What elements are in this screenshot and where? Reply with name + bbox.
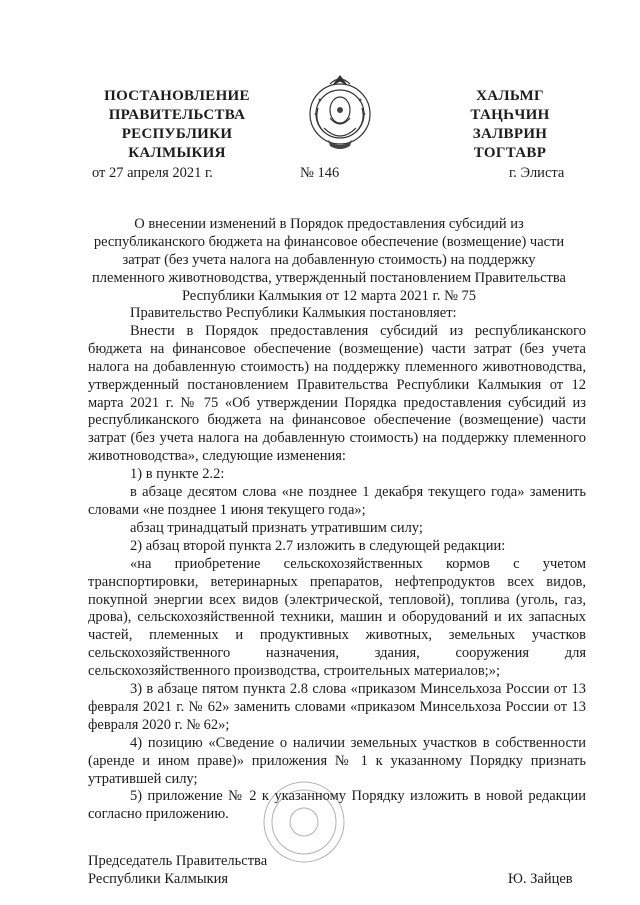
title-line: затрат (без учета налога на добавленную стоимость) на поддержку <box>122 252 536 268</box>
header-left-line: ПОСТАНОВЛЕНИЕ <box>104 88 250 104</box>
body-paragraph: 5) приложение № 2 к указанному Порядку изложить в новой редакции согласно приложению. <box>88 788 586 823</box>
header-left-title <box>92 87 262 163</box>
document-place: г. Элиста <box>509 165 565 181</box>
document-number: № 146 <box>300 165 340 181</box>
body-paragraph: 4) позицию «Сведение о наличии земельных участков в собственности (аренде и ином праве)» приложения № 1 к указанному Порядку признать утратившей силу; <box>88 734 586 787</box>
signature-name: Ю. Зайцев <box>508 871 573 887</box>
body-paragraph: 1) в пункте 2.2: <box>130 466 225 483</box>
title-line: Республики Калмыкия от 12 марта 2021 г. № 75 <box>181 288 477 304</box>
document-date: от 27 апреля 2021 г. <box>92 165 213 181</box>
header-left-line: ПРАВИТЕЛЬСТВА <box>108 107 246 123</box>
title-line: О внесении изменений в Порядок предоставления субсидий из <box>134 216 524 232</box>
document-body <box>88 305 586 824</box>
body-paragraph: в абзаце десятом слова «не позднее 1 декабря текущего года» заменить словами «не позднее 1 июня текущего года»; <box>88 484 586 518</box>
body-paragraph: абзац тринадцатый признать утратившим силу; <box>130 519 423 536</box>
signature-position-line: Республики Калмыкия <box>88 871 229 887</box>
header-right-line: ТАҢҺЧИН <box>470 107 550 123</box>
signature-position <box>88 852 267 888</box>
body-paragraph: Внести в Порядок предоставления субсидий из республиканского бюджета на финансовое обеспечение (возмещение) части затрат (без учета налога на добавленную стоимость) на поддержку племенного животноводства, утвержденный постановлением Правительства Республики Калмыкия от 12 марта 2021 г. № 75 «Об утверждении Порядка предоставления субсидий из республиканского бюджета на финансовое обеспечение (возмещение) части затрат (без учета налога на добавленную стоимость) на поддержку племенного животноводства», следующие изменения: <box>88 322 586 465</box>
document-title <box>80 215 578 305</box>
body-paragraph: 2) абзац второй пункта 2.7 изложить в следующей редакции: <box>130 537 506 554</box>
header-right-line: ЗАЛВРИН <box>472 126 548 142</box>
body-paragraph: «на приобретение сельскохозяйственных кормов с учетом транспортировки, ветеринарных препаратов, нефтепродуктов всех видов, покупной энергии всех видов (электрической, тепловой), топлива (уголь, газ, дрова), сельскохозяйственной техники, машин и оборудований и их запасных частей, племенных и продуктивных животных, земельных участков сельскохозяйственного назначения, здания, сооружения для сельскохозяйственного производства, строительных материалов;»; <box>88 555 586 680</box>
kalmykia-coat-of-arms-icon <box>304 70 376 154</box>
title-line: республиканского бюджета на финансовое обеспечение (возмещение) части <box>93 234 565 250</box>
body-paragraph: Правительство Республики Калмыкия постановляет: <box>130 305 457 321</box>
header-left-line: РЕСПУБЛИКИ <box>121 126 233 142</box>
header-right-line: ТОГТАВР <box>473 145 547 161</box>
stamp-seal-icon <box>262 780 346 864</box>
body-paragraph: 3) в абзаце пятом пункта 2.8 слова «приказом Минсельхоза России от 13 февраля 2021 г. № 62» заменить словами «приказом Минсельхоза России от 13 февраля 2020 г. № 62»; <box>88 681 586 733</box>
signature-position-line: Председатель Правительства <box>88 853 268 869</box>
header-right-title <box>455 87 565 163</box>
title-line: племенного животноводства, утвержденный постановлением Правительства <box>92 270 566 286</box>
header-right-line: ХАЛЬМГ <box>476 88 544 104</box>
header-left-line: КАЛМЫКИЯ <box>128 145 226 161</box>
